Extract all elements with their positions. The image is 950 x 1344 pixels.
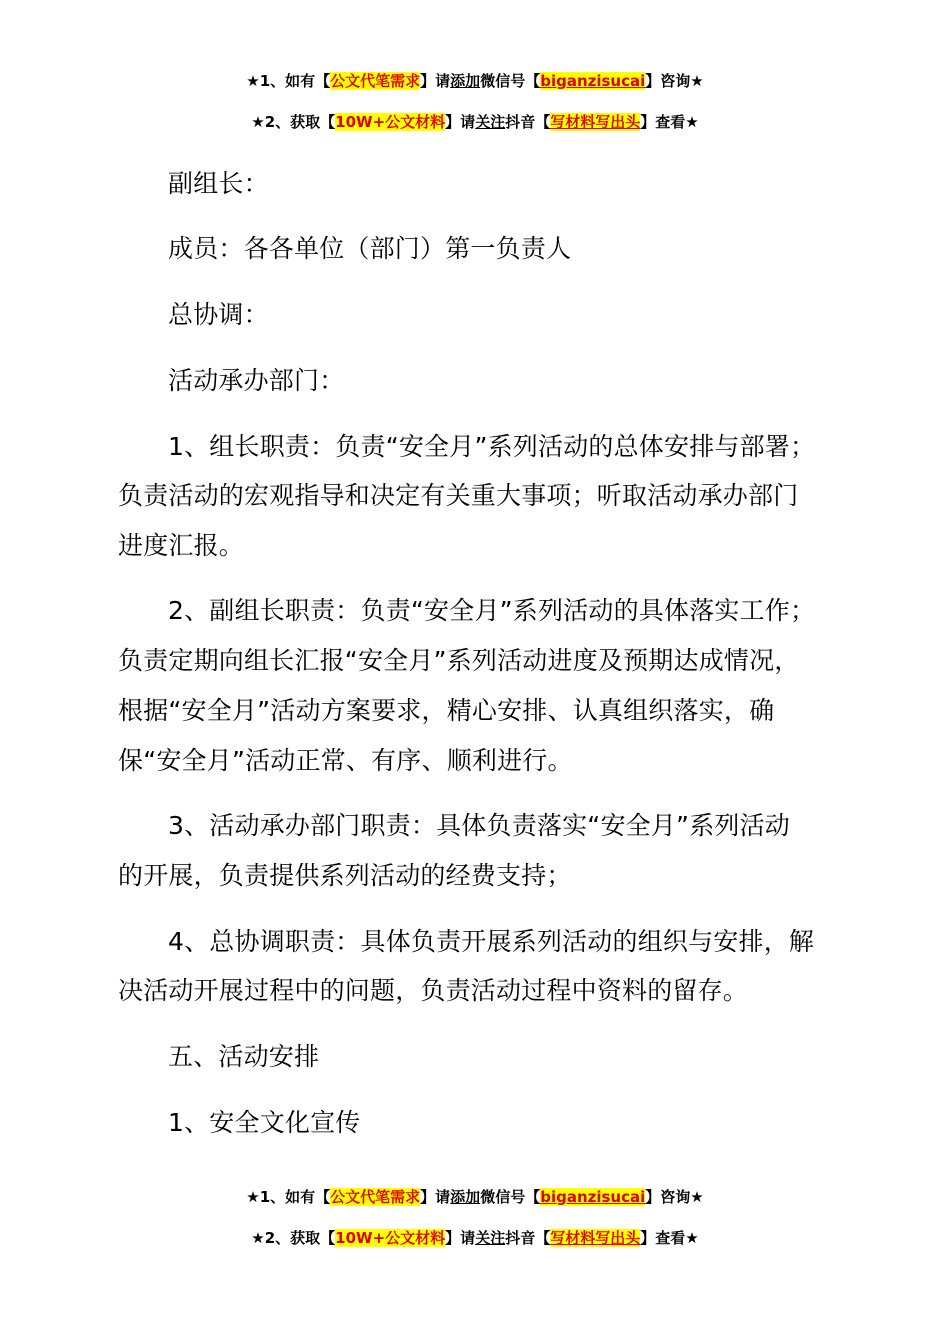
emphasis-add: 添加 [450,72,481,90]
members-line: 成员：各各单位（部门）第一负责人 [168,234,572,263]
organizing-dept-heading: 活动承办部门： [168,366,345,395]
douyin-account-link[interactable]: 写材料写出头 [550,113,641,131]
star-icon: ★ [246,72,260,90]
paragraph-2-line-4: 保“安全月”活动正常、有序、顺利进行。 [118,746,573,775]
douyin-account-link[interactable]: 写材料写出头 [550,1229,641,1247]
emphasis-follow: 关注 [475,1229,506,1247]
star-icon: ★ [685,113,699,131]
paragraph-3-line-2: 的开展，负责提供系列活动的经费支持； [118,861,572,890]
banner-text: 】请 [445,1229,476,1247]
star-icon: ★ [690,1188,704,1206]
banner-text: 1、如有【 [259,72,331,90]
highlight-service: 公文代笔需求 [330,1188,421,1206]
banner-text: 】请 [420,1188,451,1206]
highlight-materials: 10W+公文材料 [335,1229,446,1247]
coordinator-heading: 总协调： [168,300,269,329]
star-icon: ★ [246,1188,260,1206]
star-icon: ★ [251,113,265,131]
banner-text: 1、如有【 [259,1188,331,1206]
banner-text: 】查看 [640,113,686,131]
banner-text: 2、获取【 [264,1229,336,1247]
emphasis-add: 添加 [450,1188,481,1206]
top-banner-line-2 [0,112,950,132]
bottom-banner-line-1 [0,1187,950,1207]
banner-text: 】请 [445,113,476,131]
banner-text: 2、获取【 [264,113,336,131]
banner-text: 】查看 [640,1229,686,1247]
banner-text: 】咨询 [645,72,691,90]
paragraph-2-line-3: 根据“安全月”活动方案要求，精心安排、认真组织落实，确 [118,696,775,725]
bottom-banner-line-2 [0,1228,950,1248]
paragraph-4-line-1: 4、总协调职责：具体负责开展系列活动的组织与安排，解 [168,927,815,956]
banner-text: 】请 [420,72,451,90]
paragraph-3-line-1: 3、活动承办部门职责：具体负责落实“安全月”系列活动 [168,811,791,840]
star-icon: ★ [251,1229,265,1247]
section-heading-activities: 五、活动安排 [168,1042,320,1071]
wechat-id-link[interactable]: biganzisucai [540,1188,646,1206]
paragraph-2-line-1: 2、副组长职责：负责“安全月”系列活动的具体落实工作； [168,596,816,625]
banner-text: 微信号【 [480,72,541,90]
paragraph-1-line-2: 负责活动的宏观指导和决定有关重大事项；听取活动承办部门 [118,481,799,510]
paragraph-1-line-3: 进度汇报。 [118,531,245,560]
highlight-service: 公文代笔需求 [330,72,421,90]
paragraph-2-line-2: 负责定期向组长汇报“安全月”系列活动进度及预期达成情况， [118,646,800,675]
vice-leader-heading: 副组长： [168,169,269,198]
wechat-id-link[interactable]: biganzisucai [540,72,646,90]
emphasis-follow: 关注 [475,113,506,131]
banner-text: 微信号【 [480,1188,541,1206]
top-banner-line-1 [0,71,950,91]
subsection-heading-culture: 1、安全文化宣传 [168,1108,361,1137]
banner-text: 抖音【 [505,113,551,131]
paragraph-1-line-1: 1、组长职责：负责“安全月”系列活动的总体安排与部署； [168,432,816,461]
banner-text: 】咨询 [645,1188,691,1206]
highlight-materials: 10W+公文材料 [335,113,446,131]
star-icon: ★ [685,1229,699,1247]
star-icon: ★ [690,72,704,90]
banner-text: 抖音【 [505,1229,551,1247]
paragraph-4-line-2: 决活动开展过程中的问题，负责活动过程中资料的留存。 [118,976,749,1005]
